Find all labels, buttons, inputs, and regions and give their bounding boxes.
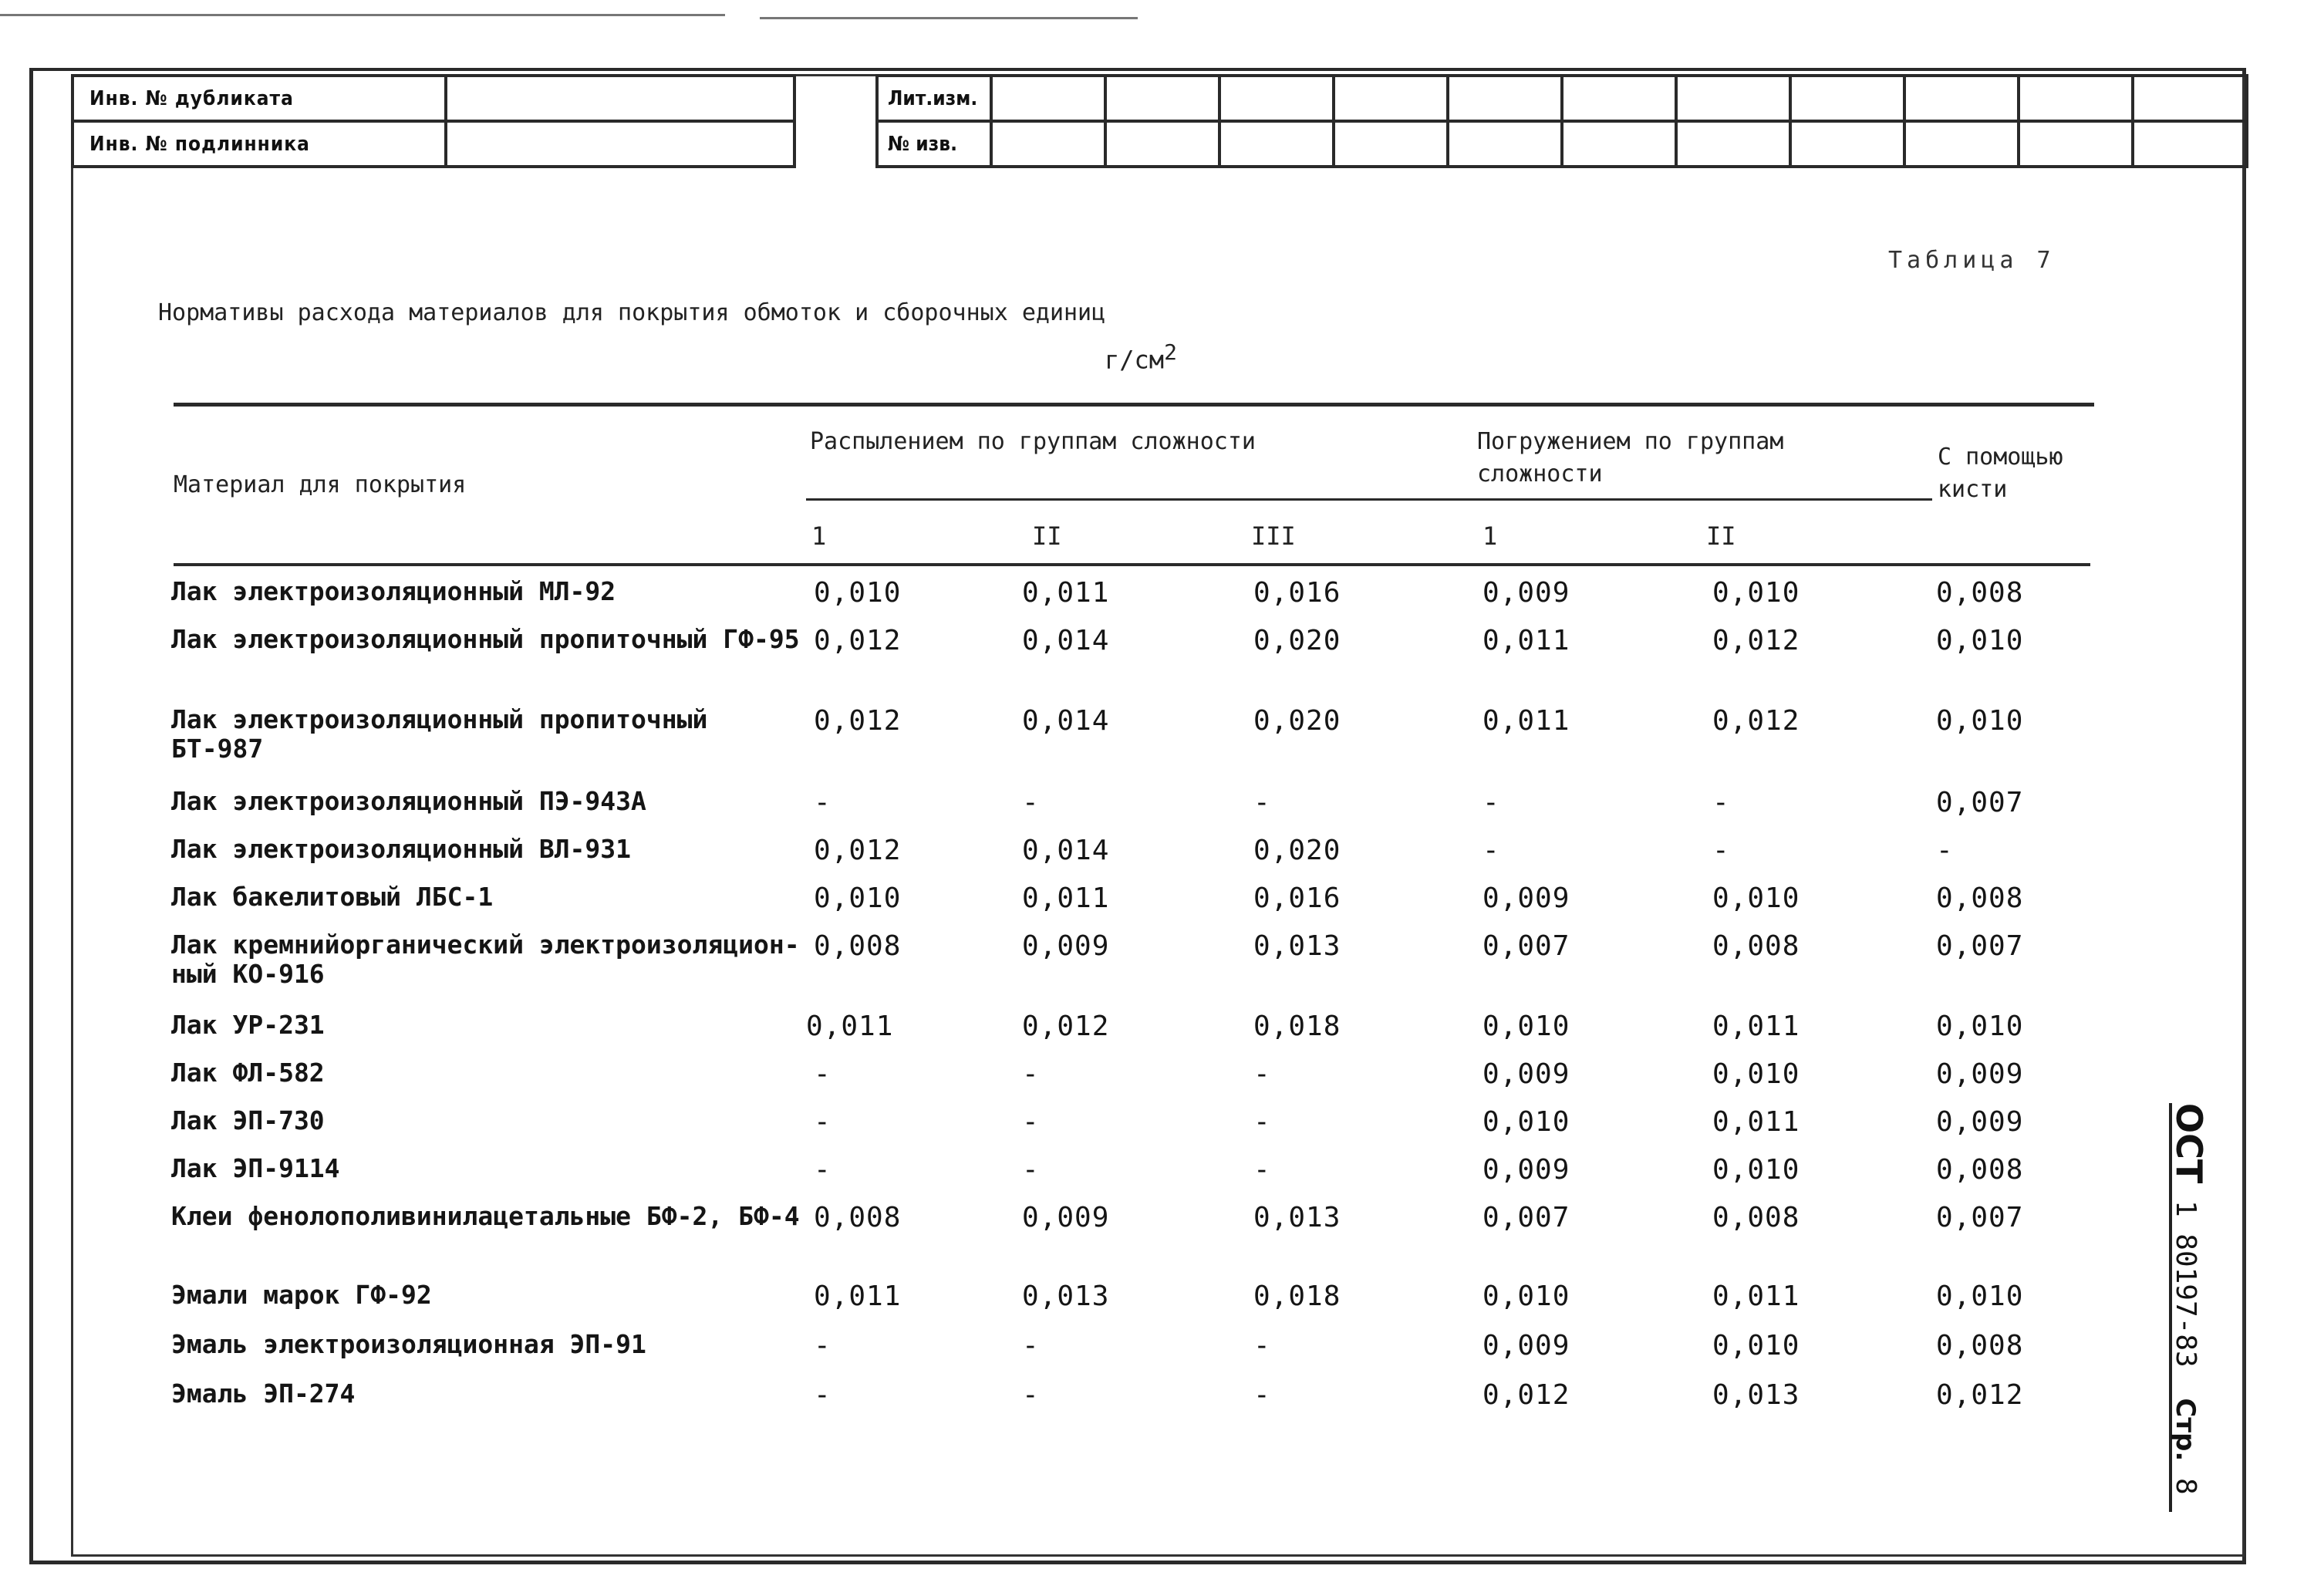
header-sub-dip-1: 1 xyxy=(1483,521,1498,551)
header-sub-spray-3: III xyxy=(1251,521,1296,551)
row-value-brush: 0,007 xyxy=(1936,1202,2024,1233)
row-value-dip-2: - xyxy=(1712,835,1730,866)
row-value-spray-1: - xyxy=(814,787,831,818)
row-material: Эмали марок ГФ-92 xyxy=(171,1280,432,1310)
row-value-spray-3: 0,016 xyxy=(1253,882,1341,914)
row-material: Эмаль ЭП-274 xyxy=(171,1378,356,1409)
stamp-cell xyxy=(1676,121,1790,167)
unit-superscript: 2 xyxy=(1164,339,1177,365)
stamp-cell xyxy=(1334,121,1448,167)
row-value-spray-1: - xyxy=(814,1379,831,1411)
row-value-spray-1: 0,012 xyxy=(814,835,902,866)
stamp-cell xyxy=(1790,76,1904,121)
row-value-spray-1: - xyxy=(814,1154,831,1186)
stamp-row xyxy=(877,76,2247,121)
row-material: Лак бакелитовый ЛБС-1 xyxy=(171,882,494,912)
row-value-spray-1: 0,010 xyxy=(814,577,902,609)
row-material: Лак ЭП-730 xyxy=(171,1105,325,1135)
row-value-spray-2: 0,014 xyxy=(1022,835,1110,866)
row-value-spray-2: 0,013 xyxy=(1022,1281,1110,1312)
stamp-cell xyxy=(1904,76,2019,121)
row-value-dip-1: 0,009 xyxy=(1483,577,1570,609)
row-value-dip-1: 0,009 xyxy=(1483,1058,1570,1090)
stamp-row xyxy=(877,121,2247,167)
row-material: Лак электроизоляционный пропиточный БТ-987 xyxy=(171,704,708,764)
stamp-cell xyxy=(2133,121,2247,167)
stamp-cell xyxy=(1562,121,1676,167)
stamp-cell xyxy=(2133,76,2247,121)
row-value-spray-1: 0,011 xyxy=(814,1281,902,1312)
row-value-dip-1: 0,009 xyxy=(1483,1330,1570,1361)
scan-edge-line xyxy=(760,17,1138,19)
row-value-dip-2: 0,013 xyxy=(1712,1379,1800,1411)
row-value-spray-2: - xyxy=(1022,1379,1040,1411)
header-bottom-rule xyxy=(174,563,2090,566)
stamp-left xyxy=(71,74,796,168)
stamp-cell xyxy=(1105,121,1219,167)
row-value-spray-2: 0,011 xyxy=(1022,882,1110,914)
row-value-spray-3: 0,020 xyxy=(1253,705,1341,737)
stamp-label-izv: № изв. xyxy=(877,121,991,167)
unit-text: г/см xyxy=(1105,345,1165,375)
row-value-brush: - xyxy=(1936,835,1954,866)
row-value-dip-2: 0,008 xyxy=(1712,930,1800,962)
header-brush-line1: С помощью xyxy=(1938,444,2063,471)
row-value-spray-3: 0,013 xyxy=(1253,930,1341,962)
row-value-dip-1: 0,011 xyxy=(1483,705,1570,737)
row-material: Лак электроизоляционный ПЭ-943А xyxy=(171,786,646,816)
row-value-dip-2: 0,010 xyxy=(1712,1154,1800,1186)
row-value-dip-2: 0,012 xyxy=(1712,625,1800,656)
row-value-dip-2: 0,010 xyxy=(1712,1330,1800,1361)
stamp-row xyxy=(73,121,794,167)
header-dip-group xyxy=(1477,426,1783,491)
row-value-brush: 0,010 xyxy=(1936,625,2024,656)
stamp-cell xyxy=(1448,121,1562,167)
table-top-rule xyxy=(174,403,2094,407)
row-value-spray-1: 0,012 xyxy=(814,705,902,737)
row-value-spray-2: - xyxy=(1022,1106,1040,1138)
header-dip-line1: Погружением по группам xyxy=(1477,428,1784,455)
row-value-spray-1: - xyxy=(814,1058,831,1090)
row-value-spray-3: 0,020 xyxy=(1253,835,1341,866)
row-value-brush: 0,010 xyxy=(1936,705,2024,737)
stamp-value-original xyxy=(446,121,794,167)
row-value-spray-1: 0,011 xyxy=(806,1011,894,1042)
row-value-spray-2: 0,012 xyxy=(1022,1011,1110,1042)
row-value-brush: 0,008 xyxy=(1936,1154,2024,1186)
row-value-spray-3: - xyxy=(1253,1058,1271,1090)
row-value-brush: 0,009 xyxy=(1936,1106,2024,1138)
row-material: Лак ЭП-9114 xyxy=(171,1153,340,1183)
row-value-spray-2: 0,011 xyxy=(1022,577,1110,609)
row-value-spray-3: 0,018 xyxy=(1253,1281,1341,1312)
header-sub-spray-2: II xyxy=(1032,521,1062,551)
row-material: Лак ФЛ-582 xyxy=(171,1058,325,1088)
row-value-spray-3: - xyxy=(1253,1330,1271,1361)
row-value-dip-2: 0,011 xyxy=(1712,1011,1800,1042)
stamp-row xyxy=(73,76,794,121)
row-value-brush: 0,007 xyxy=(1936,930,2024,962)
row-value-dip-1: - xyxy=(1483,787,1500,818)
row-value-dip-1: 0,007 xyxy=(1483,1202,1570,1233)
stamp-value-duplicate xyxy=(446,76,794,121)
row-value-dip-2: 0,010 xyxy=(1712,577,1800,609)
row-value-dip-1: 0,012 xyxy=(1483,1379,1570,1411)
header-brush xyxy=(1938,441,2063,506)
stamp-cell xyxy=(1904,121,2019,167)
stamp-cell xyxy=(1448,76,1562,121)
row-value-spray-3: 0,013 xyxy=(1253,1202,1341,1233)
row-value-spray-1: 0,008 xyxy=(814,930,902,962)
row-material: Эмаль электроизоляционная ЭП-91 xyxy=(171,1329,646,1359)
stamp-cell xyxy=(1219,121,1334,167)
side-number: 1 80197-83 xyxy=(2170,1200,2201,1368)
row-value-brush: 0,008 xyxy=(1936,882,2024,914)
stamp-cell xyxy=(1334,76,1448,121)
row-value-spray-3: - xyxy=(1253,1379,1271,1411)
stamp-cell xyxy=(991,76,1105,121)
stamp-cell xyxy=(1790,121,1904,167)
row-value-dip-1: 0,009 xyxy=(1483,1154,1570,1186)
stamp-label-lit: Лит.изм. xyxy=(877,76,991,121)
row-value-dip-1: - xyxy=(1483,835,1500,866)
header-material: Материал для покрытия xyxy=(174,471,467,498)
row-material: Лак электроизоляционный ВЛ-931 xyxy=(171,834,632,864)
row-value-brush: 0,007 xyxy=(1936,787,2024,818)
side-page-no: 8 xyxy=(2170,1477,2201,1495)
row-value-dip-1: 0,010 xyxy=(1483,1011,1570,1042)
header-brush-line2: кисти xyxy=(1938,476,2008,503)
header-sub-dip-2: II xyxy=(1706,521,1736,551)
stamp-cell xyxy=(2019,76,2133,121)
row-value-brush: 0,008 xyxy=(1936,1330,2024,1361)
page-title: Нормативы расхода материалов для покрытия обмоток и сборочных единиц xyxy=(158,299,1106,326)
row-value-spray-2: - xyxy=(1022,1330,1040,1361)
row-value-spray-2: 0,014 xyxy=(1022,705,1110,737)
row-value-brush: 0,008 xyxy=(1936,577,2024,609)
stamp-cell xyxy=(1562,76,1676,121)
row-value-brush: 0,012 xyxy=(1936,1379,2024,1411)
stamp-cell xyxy=(1219,76,1334,121)
row-value-dip-1: 0,007 xyxy=(1483,930,1570,962)
row-value-spray-1: 0,010 xyxy=(814,882,902,914)
row-value-spray-2: - xyxy=(1022,1154,1040,1186)
row-value-dip-2: 0,012 xyxy=(1712,705,1800,737)
row-material: Лак УР-231 xyxy=(171,1010,325,1040)
table-number: Таблица 7 xyxy=(1888,247,2056,274)
row-value-spray-3: 0,016 xyxy=(1253,577,1341,609)
row-value-spray-1: 0,008 xyxy=(814,1202,902,1233)
header-dip-line2: сложности xyxy=(1477,461,1603,488)
side-code: ОСТ xyxy=(2168,1103,2210,1184)
stamp-right xyxy=(875,74,2248,168)
row-value-spray-3: 0,018 xyxy=(1253,1011,1341,1042)
row-value-spray-3: - xyxy=(1253,1154,1271,1186)
stamp-cell xyxy=(1105,76,1219,121)
row-material: Лак электроизоляционный МЛ-92 xyxy=(171,576,616,606)
row-value-spray-3: - xyxy=(1253,1106,1271,1138)
row-value-dip-2: 0,008 xyxy=(1712,1202,1800,1233)
row-value-brush: 0,009 xyxy=(1936,1058,2024,1090)
row-value-dip-2: 0,011 xyxy=(1712,1281,1800,1312)
row-value-dip-2: 0,010 xyxy=(1712,1058,1800,1090)
row-value-brush: 0,010 xyxy=(1936,1011,2024,1042)
row-value-spray-1: 0,012 xyxy=(814,625,902,656)
row-value-spray-2: - xyxy=(1022,787,1040,818)
row-value-brush: 0,010 xyxy=(1936,1281,2024,1312)
row-value-dip-1: 0,010 xyxy=(1483,1281,1570,1312)
row-value-spray-1: - xyxy=(814,1330,831,1361)
row-value-spray-2: 0,014 xyxy=(1022,625,1110,656)
unit-label xyxy=(1105,339,1177,375)
stamp-cell xyxy=(991,121,1105,167)
stamp-cell xyxy=(2019,121,2133,167)
row-material: Клеи фенолополивинилацетальные БФ-2, БФ-4 xyxy=(171,1201,800,1231)
row-value-spray-2: 0,009 xyxy=(1022,930,1110,962)
header-sub-spray-1: 1 xyxy=(811,521,827,551)
header-spray-group: Распылением по группам сложности xyxy=(810,428,1256,455)
stamp-label-original: Инв. № подлинника xyxy=(73,121,446,167)
row-value-spray-3: 0,020 xyxy=(1253,625,1341,656)
row-value-dip-1: 0,010 xyxy=(1483,1106,1570,1138)
stamp-label-duplicate: Инв. № дубликата xyxy=(73,76,446,121)
stamp-cell xyxy=(1676,76,1790,121)
row-value-dip-2: 0,010 xyxy=(1712,882,1800,914)
row-value-spray-2: - xyxy=(1022,1058,1040,1090)
row-value-dip-2: 0,011 xyxy=(1712,1106,1800,1138)
row-material: Лак электроизоляционный пропиточный ГФ-95 xyxy=(171,624,800,654)
scan-edge-line xyxy=(0,14,725,16)
row-value-dip-1: 0,011 xyxy=(1483,625,1570,656)
row-value-dip-2: - xyxy=(1712,787,1730,818)
side-page-label: Стр. xyxy=(2170,1398,2201,1462)
header-sub-rule xyxy=(806,498,1932,501)
row-value-spray-2: 0,009 xyxy=(1022,1202,1110,1233)
side-stamp xyxy=(2168,1103,2210,1495)
row-value-dip-1: 0,009 xyxy=(1483,882,1570,914)
row-value-spray-3: - xyxy=(1253,787,1271,818)
row-material: Лак кремнийорганический электроизоляцион-ный КО-916 xyxy=(171,930,800,989)
row-value-spray-1: - xyxy=(814,1106,831,1138)
